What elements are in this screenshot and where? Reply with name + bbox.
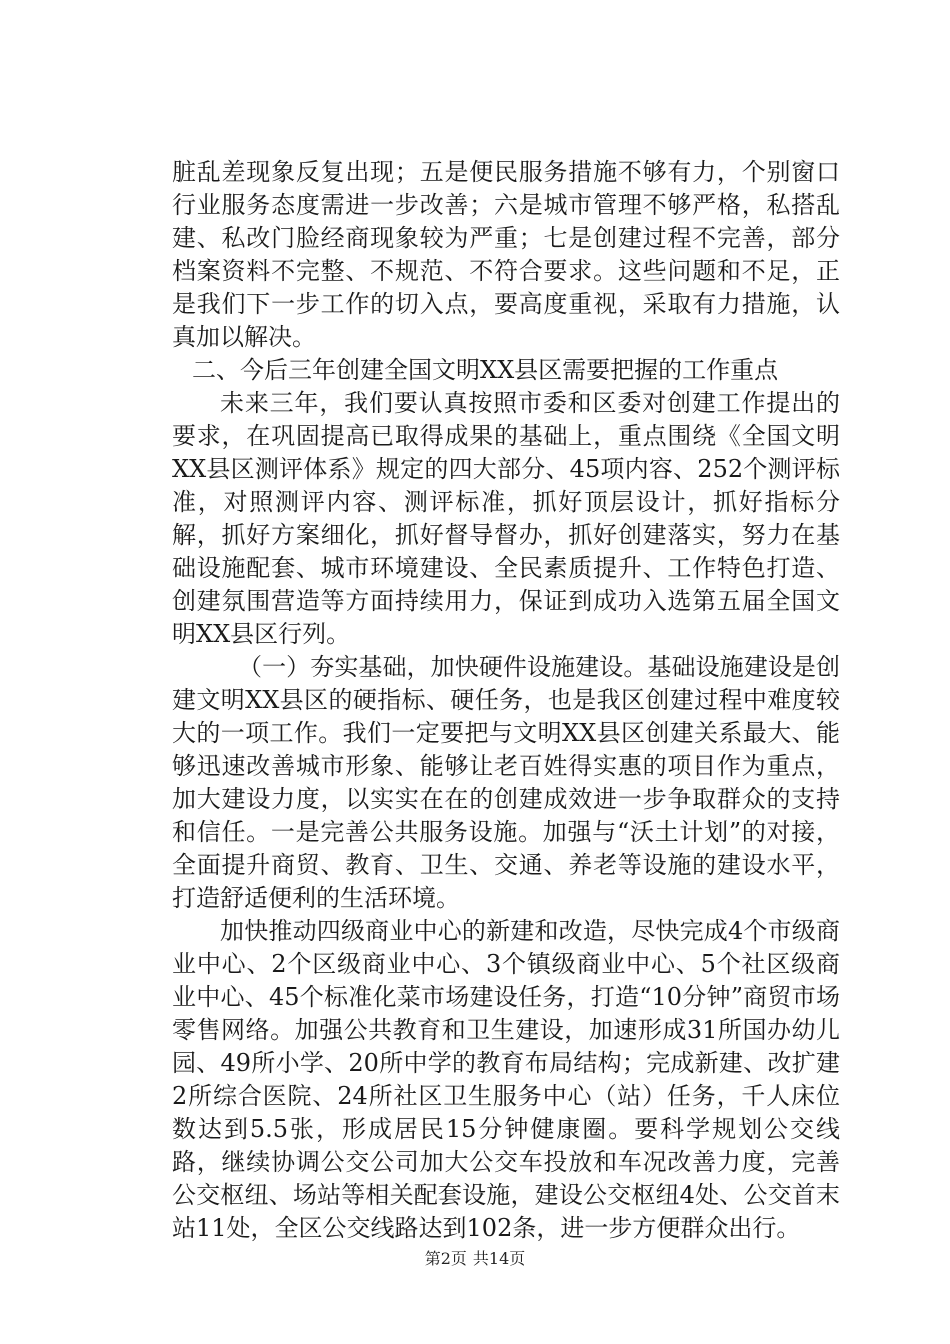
paragraph-three-years: 未来三年，我们要认真按照市委和区委对创建工作提出的要求，在巩固提高已取得成果的基础上，重点围绕《全国文明XX县区测评体系》规定的四大部分、45项内容、252个测评标准，对照测评内容、测评标准，抓好顶层设计，抓好指标分解，抓好方案细化，抓好督导督办，抓好创建落实，努力在基础设施配套、城市环境建设、全民素质提升、工作特色打造、创建氛围营造等方面持续用力，保证到成功入选第五届全国文明XX县区行列。 (172, 389, 840, 648)
page-footer (0, 1246, 950, 1269)
page-number-total: 共14页 (472, 1249, 526, 1268)
section-heading: 二、今后三年创建全国文明XX县区需要把握的工作重点 (192, 356, 779, 384)
paragraph-problems: 脏乱差现象反复出现；五是便民服务措施不够有力，个别窗口行业服务态度需进一步改善；六是城市管理不够严格，私搭乱建、私改门脸经商现象较为严重；七是创建过程不完善，部分档案资料不完整、不规范、不符合要求。这些问题和不足，正是我们下一步工作的切入点，要高度重视，采取有力措施，认真加以解决。 (172, 158, 840, 351)
page-number-current: 第2页 (424, 1249, 467, 1268)
document-body (172, 156, 840, 1245)
paragraph-infrastructure: （一）夯实基础，加快硬件设施建设。基础设施建设是创建文明XX县区的硬指标、硬任务，也是我区创建过程中难度较大的一项工作。我们一定要把与文明XX县区创建关系最大、能够迅速改善城市形象、能够让老百姓得实惠的项目作为重点，加大建设力度，以实实在在的创建成效进一步争取群众的支持和信任。一是完善公共服务设施。加强与“沃土计划”的对接，全面提升商贸、教育、卫生、交通、养老等设施的建设水平，打造舒适便利的生活环境。 (172, 653, 840, 912)
paragraph-commercial-centers: 加快推动四级商业中心的新建和改造，尽快完成4个市级商业中心、2个区级商业中心、3个镇级商业中心、5个社区级商业中心、45个标准化菜市场建设任务，打造“10分钟”商贸市场零售网络。加强公共教育和卫生建设，加速形成31所国办幼儿园、49所小学、20所中学的教育布局结构；完成新建、改扩建2所综合医院、24所社区卫生服务中心（站）任务，千人床位数达到5.5张，形成居民15分钟健康圈。要科学规划公交线路，继续协调公交公司加大公交车投放和车况改善力度，完善公交枢纽、场站等相关配套设施，建设公交枢纽4处、公交首末站11处，全区公交线路达到102条，进一步方便群众出行。 (172, 917, 840, 1242)
